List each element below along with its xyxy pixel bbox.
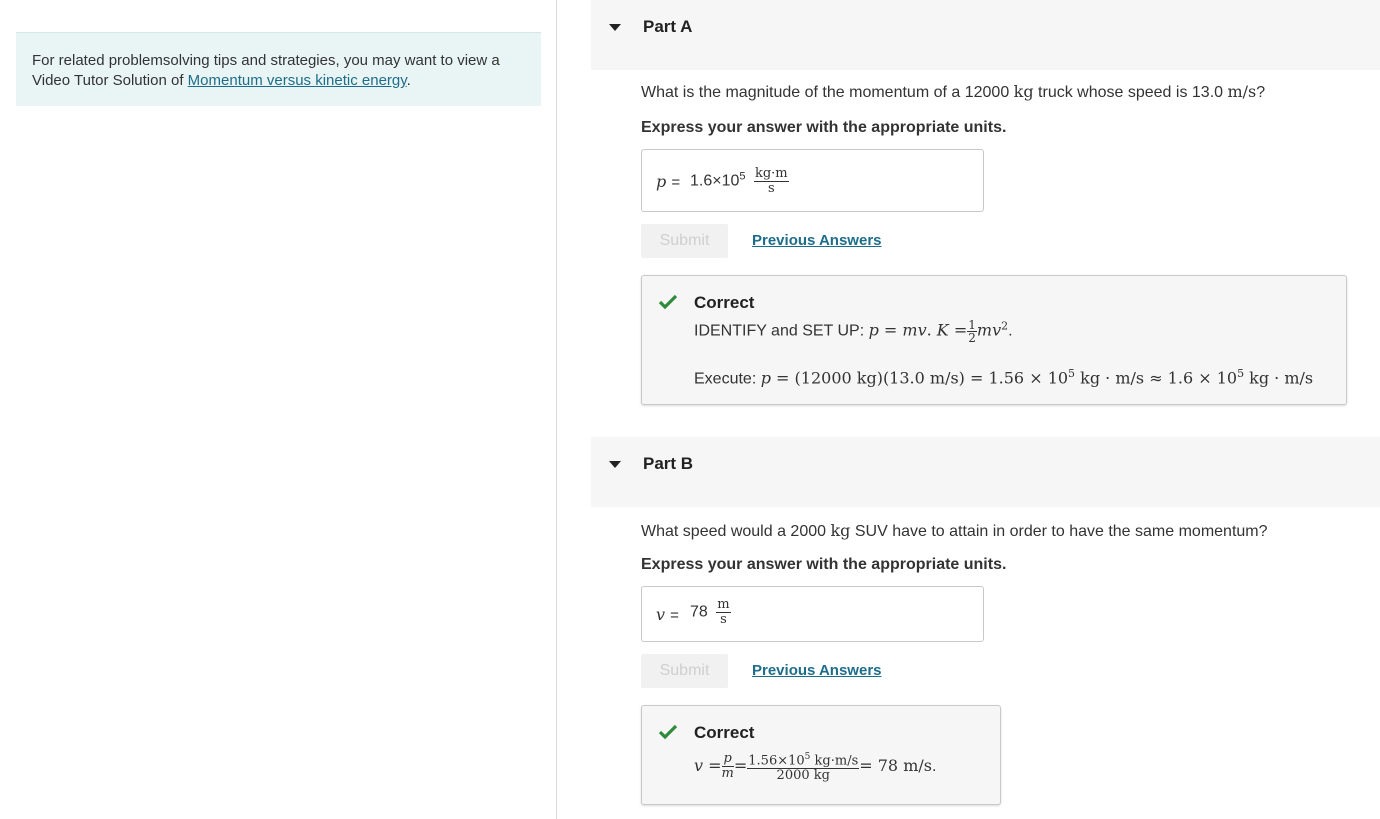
var-p: p — [656, 172, 667, 191]
unit-kg: kg — [830, 521, 851, 540]
question-text: What speed would a 2000 — [641, 523, 831, 540]
math-eq: = — [703, 755, 722, 775]
math-mv: mv — [976, 320, 1002, 340]
unit-kg: kg — [1013, 82, 1034, 101]
question-text: truck whose speed is 13.0 — [1033, 84, 1228, 101]
execute-label: Execute: — [694, 370, 761, 388]
value-fraction — [747, 750, 859, 783]
frac-num — [747, 750, 859, 769]
math-sep: . — [926, 320, 937, 340]
caret-down-icon[interactable] — [609, 24, 621, 31]
caret-down-icon[interactable] — [609, 461, 621, 468]
math-p: p — [760, 368, 771, 388]
frac-num-exp: 5 — [804, 752, 811, 762]
part-b-answer-field[interactable] — [641, 586, 984, 642]
math-eq: = — [878, 320, 903, 340]
part-a-answer-field[interactable] — [641, 149, 984, 212]
frac-den: m — [721, 766, 734, 782]
part-a-feedback — [641, 275, 1347, 405]
part-b-express: Express your answer with the appropriate units. — [641, 556, 1007, 573]
answer-variable — [656, 172, 680, 191]
part-a-express: Express your answer with the appropriate units. — [641, 119, 1007, 136]
frac-num-a: 1.56×10 — [748, 753, 805, 769]
answer-value — [690, 167, 789, 196]
p-over-m-fraction — [722, 752, 734, 781]
math-k: K — [936, 320, 949, 340]
math-exp: 5 — [1068, 367, 1076, 380]
part-a-header[interactable] — [591, 0, 1380, 70]
unit-ms: m/s — [1227, 82, 1257, 101]
execute-line — [694, 367, 1313, 388]
answer-exponent: 5 — [739, 170, 746, 183]
question-text: What is the magnitude of the momentum of a 12000 — [641, 84, 1014, 101]
math-end: . — [1008, 322, 1013, 340]
answer-variable — [656, 605, 679, 624]
part-b-header[interactable] — [591, 437, 1380, 507]
part-b-title: Part B — [643, 454, 694, 473]
half-fraction — [967, 319, 977, 344]
part-b-previous-answers-link[interactable]: Previous Answers — [752, 662, 882, 679]
answer-unit — [716, 598, 730, 627]
part-a-submit-button[interactable]: Submit — [641, 224, 728, 258]
frac-num-b: kg·m/s — [810, 753, 859, 769]
right-column — [591, 0, 1380, 819]
answer-unit — [754, 167, 789, 196]
feedback-title: Correct — [694, 293, 755, 312]
math-expr: = (12000 kg)(13.0 m/s) = 1.56 × 10 — [770, 368, 1069, 388]
left-column — [0, 0, 557, 819]
math-square: 2 — [1001, 319, 1009, 333]
identify-line — [694, 319, 1013, 344]
part-a-previous-answers-link[interactable]: Previous Answers — [752, 232, 882, 249]
equals-sign: = — [671, 174, 681, 191]
video-tutor-link[interactable]: Momentum versus kinetic energy — [187, 72, 407, 89]
math-p: p — [868, 320, 879, 340]
solution-line — [694, 750, 936, 783]
math-eq: = — [948, 320, 968, 340]
tip-suffix: . — [406, 72, 411, 89]
answer-mantissa: 1.6×10 — [690, 172, 740, 190]
identify-label: IDENTIFY and SET UP: — [694, 322, 869, 340]
checkmark-icon — [658, 294, 678, 310]
math-expr: kg · m/s ≈ 1.6 × 10 — [1075, 368, 1238, 388]
tip-text: For related problemsolving tips and strategies, you may want to view a Video Tutor Solution of — [32, 52, 500, 89]
part-b-submit-button[interactable]: Submit — [641, 654, 728, 688]
frac-den: 2 — [968, 331, 976, 345]
part-b-feedback — [641, 705, 1001, 805]
frac-den: 2000 kg — [776, 768, 830, 784]
math-expr: kg · m/s — [1244, 368, 1314, 388]
frac-num: p — [723, 751, 732, 767]
unit-denominator: s — [720, 612, 727, 627]
tip-box — [16, 32, 541, 106]
unit-denominator: s — [767, 181, 775, 196]
math-eq: = — [733, 755, 748, 775]
math-exp: 5 — [1237, 367, 1245, 380]
equals-sign: = — [670, 607, 679, 624]
math-v: v — [694, 755, 704, 775]
unit-numerator: m — [717, 597, 730, 612]
math-end: . — [931, 757, 937, 775]
part-b-question — [641, 521, 1268, 541]
math-mv: mv — [902, 320, 927, 340]
question-text: SUV have to attain in order to have the same momentum? — [850, 523, 1268, 540]
checkmark-icon — [658, 724, 678, 740]
part-a-title: Part A — [643, 17, 693, 36]
var-v: v — [656, 605, 666, 624]
frac-num: 1 — [968, 318, 976, 332]
answer-value — [690, 598, 731, 627]
question-text: ? — [1256, 84, 1266, 101]
answer-number: 78 — [690, 603, 708, 621]
math-result: = 78 m/s — [859, 755, 932, 775]
part-a-question — [641, 82, 1265, 102]
feedback-title: Correct — [694, 723, 755, 742]
unit-numerator: kg·m — [754, 166, 788, 181]
